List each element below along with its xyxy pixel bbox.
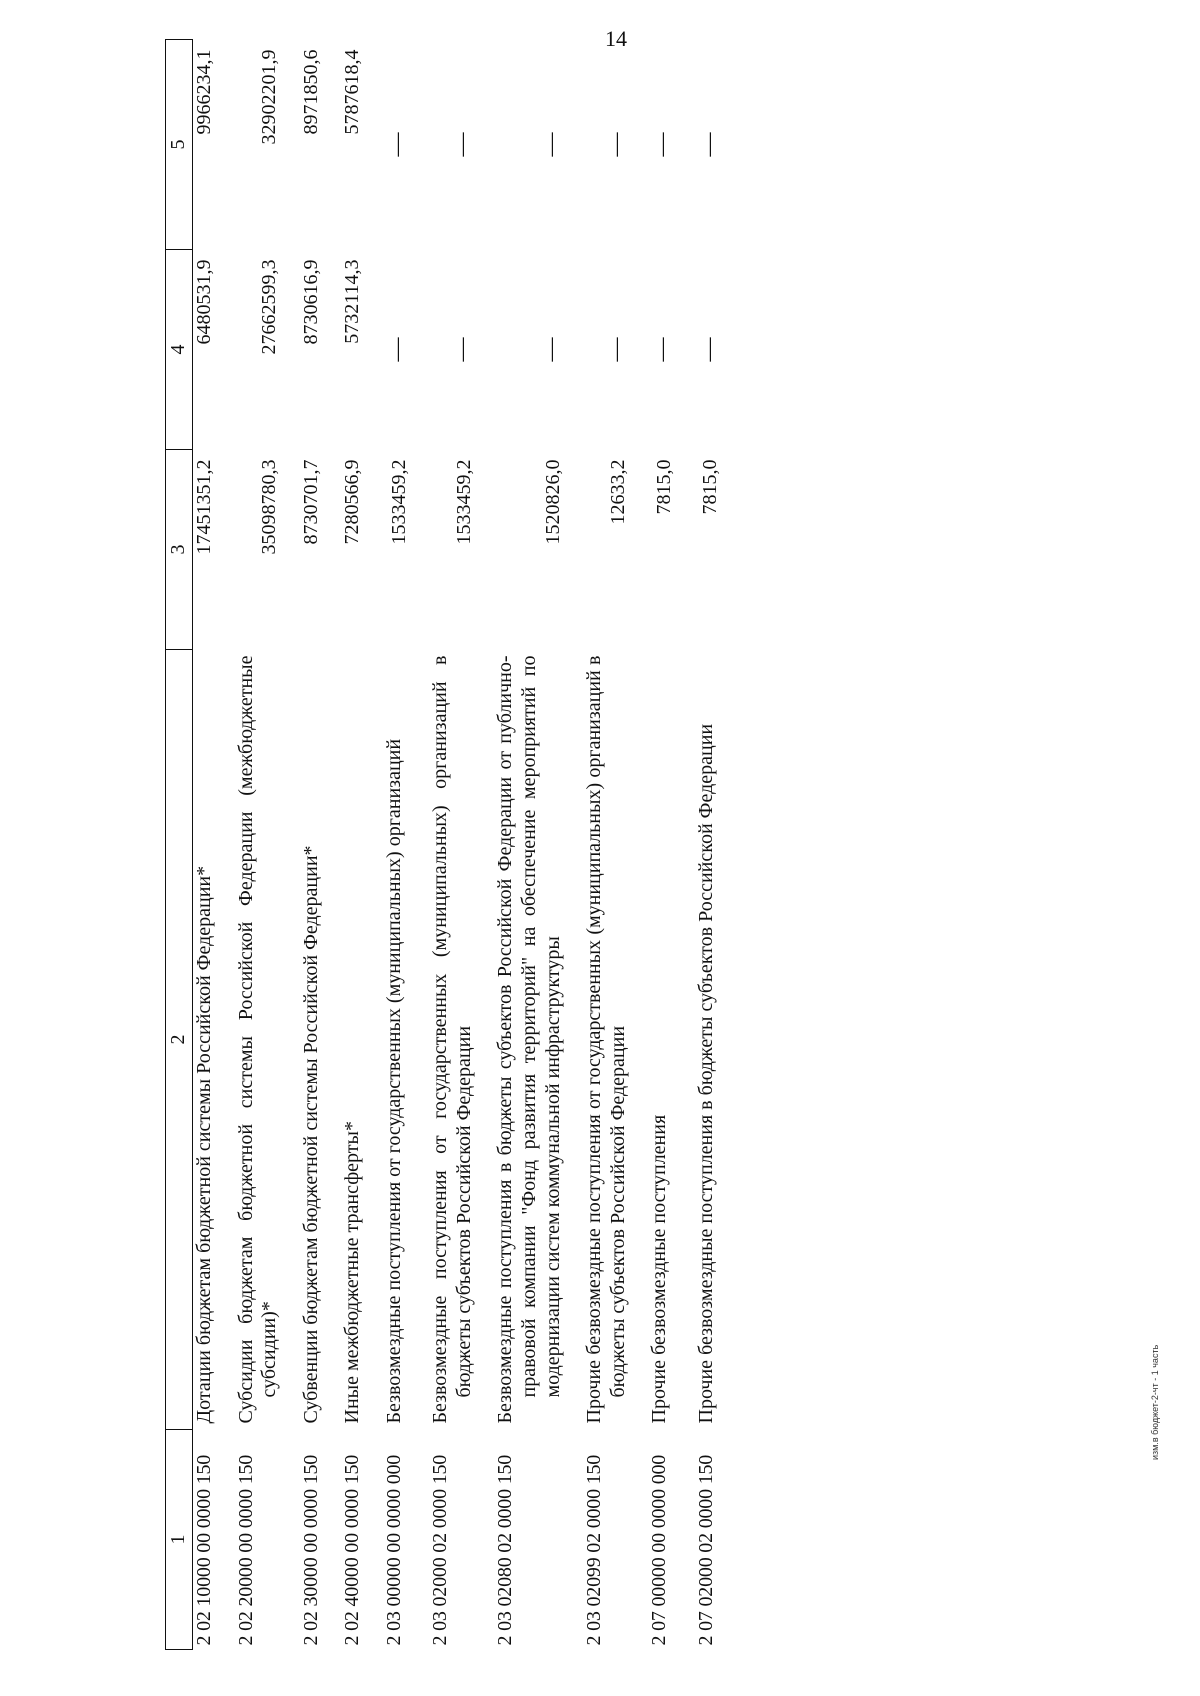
value-col-3: 1520826,0 (541, 459, 564, 545)
row-name (583, 650, 648, 1430)
value-col-4: 8730616,9 (299, 259, 322, 345)
column-header: 5 (166, 40, 193, 250)
value-col-5: — (383, 132, 410, 157)
row-name-text: Безвозмездные поступления от государственных (муниципальных) организаций (382, 738, 405, 1424)
value-col-5: — (649, 132, 676, 157)
row-code: 2 03 00000 00 0000 000 (382, 1454, 405, 1646)
row-code: 2 02 30000 00 0000 150 (299, 1454, 322, 1646)
table-row (494, 40, 583, 1650)
row-name (494, 650, 583, 1430)
table-row (648, 40, 694, 1650)
row-name-text: Иные межбюджетные трансферты* (341, 1121, 364, 1424)
table-header-row (166, 40, 193, 1650)
row-code: 2 02 10000 00 0000 150 (193, 1454, 215, 1646)
row-name-text: Субсидии бюджетам бюджетной системы Российской Федерации (межбюджетные субсидии)* (234, 655, 281, 1424)
table-row (193, 40, 235, 1650)
value-col-3: 17451351,2 (193, 459, 215, 555)
row-code: 2 03 02000 02 0000 150 (429, 1454, 452, 1646)
row-name (648, 650, 694, 1430)
row-name (429, 650, 494, 1430)
page-number: 14 (605, 26, 627, 51)
value-col-3: 1533459,2 (387, 459, 410, 545)
value-col-4: — (695, 337, 722, 362)
row-name-text: Безвозмездные поступления в бюджеты субъектов Российской Федерации от публично-правовой компании "Фонд развития территорий" на обеспечение мероприятий по модернизации систем коммунальной инфраструктуры (494, 655, 564, 1424)
value-col-5: 5787618,4 (341, 49, 364, 135)
column-header: 4 (166, 250, 193, 450)
row-name-text: Субвенции бюджетам бюджетной системы Российской Федерации* (299, 845, 322, 1424)
table-row (341, 40, 383, 1650)
value-col-5: 8971850,6 (299, 49, 322, 135)
row-name-text: Прочие безвозмездные поступления от государственных (муниципальных) организаций в бюджеты субъектов Российской Федерации (583, 655, 629, 1424)
budget-table (165, 39, 741, 1650)
row-code: 2 03 02080 02 0000 150 (494, 1454, 517, 1646)
value-col-5: — (695, 132, 722, 157)
table-row (429, 40, 494, 1650)
value-col-5: 32902201,9 (258, 49, 281, 145)
row-name-text: Прочие безвозмездные поступления в бюджеты субъектов Российской Федерации (694, 723, 717, 1424)
value-col-3: 12633,2 (606, 459, 629, 525)
row-code: 2 07 00000 00 0000 000 (648, 1454, 671, 1646)
value-col-5: — (537, 132, 564, 157)
table-row (583, 40, 648, 1650)
value-col-4: 6480531,9 (193, 259, 215, 345)
value-col-3: 8730701,7 (299, 459, 322, 545)
value-col-4: 5732114,3 (341, 259, 364, 344)
value-col-3: 1533459,2 (452, 459, 475, 545)
table-row (695, 40, 741, 1650)
footer-note: изм.в бюджет-2-чт - 1 часть (1150, 1344, 1160, 1460)
value-col-4: — (537, 337, 564, 362)
value-col-3: 7815,0 (699, 459, 722, 515)
column-header: 2 (166, 650, 193, 1430)
value-col-3: 7815,0 (653, 459, 676, 515)
row-name (695, 650, 741, 1430)
row-code: 2 03 02099 02 0000 150 (583, 1454, 606, 1646)
value-col-4: — (383, 337, 410, 362)
column-header: 1 (166, 1430, 193, 1650)
value-col-3: 35098780,3 (258, 459, 281, 555)
table-row (300, 40, 342, 1650)
row-code: 2 02 40000 00 0000 150 (341, 1454, 364, 1646)
value-col-4: 27662599,3 (258, 259, 281, 355)
value-col-5: — (603, 132, 630, 157)
row-name (193, 650, 235, 1430)
table-row (383, 40, 429, 1650)
row-code: 2 07 02000 02 0000 150 (694, 1454, 717, 1646)
value-col-5: — (449, 132, 476, 157)
rotated-table-container (165, 40, 1185, 1650)
column-header: 3 (166, 450, 193, 650)
row-name (235, 650, 300, 1430)
value-col-3: 7280566,9 (341, 459, 364, 545)
row-name-text: Прочие безвозмездные поступления (648, 1114, 671, 1424)
row-name (341, 650, 383, 1430)
row-name (300, 650, 342, 1430)
table-body (193, 40, 742, 1650)
value-col-4: — (449, 337, 476, 362)
value-col-5: 9966234,1 (193, 49, 215, 135)
row-code: 2 02 20000 00 0000 150 (234, 1454, 257, 1646)
value-col-4: — (603, 337, 630, 362)
row-name-text: Дотации бюджетам бюджетной системы Российской Федерации* (193, 865, 215, 1424)
row-name (383, 650, 429, 1430)
value-col-4: — (649, 337, 676, 362)
row-name-text: Безвозмездные поступления от государственных (муниципальных) организаций в бюджеты субъектов Российской Федерации (429, 655, 475, 1424)
table-row (235, 40, 300, 1650)
